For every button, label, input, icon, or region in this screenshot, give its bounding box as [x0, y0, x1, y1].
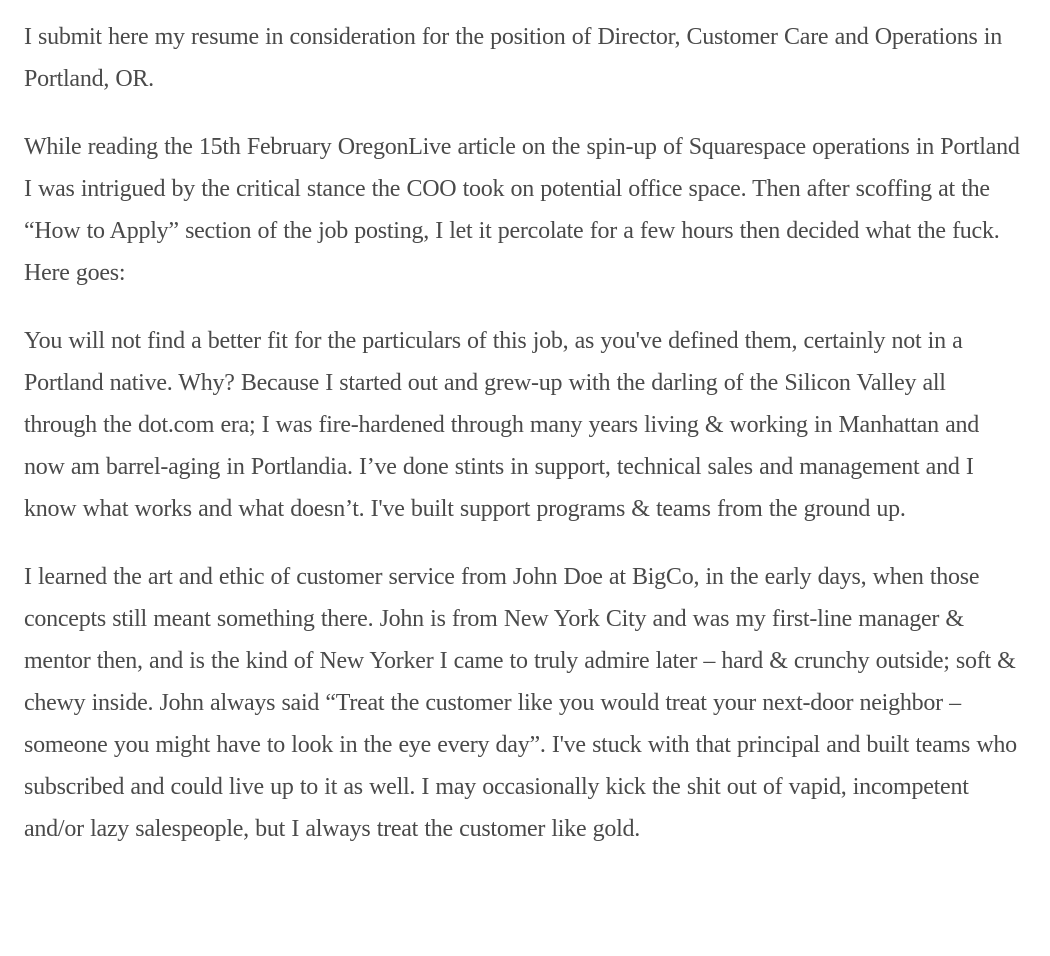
paragraph-intro: I submit here my resume in consideration for the position of Director, Customer Care and Operations in Portland, OR. [24, 24, 1002, 92]
paragraph-customer-service: I learned the art and ethic of customer service from John Doe at BigCo, in the early days, when those concepts still meant something there. John is from New York City and was my first-line manager & mentor then, and is the kind of New Yorker I came to truly admire later – hard & crunchy outside; soft & chewy inside. John always said “Treat the customer like you would treat your next-door neighbor – someone you might have to look in the eye every day”. I've stuck with that principal and built teams who subscribed and could live up to it as well. I may occasionally kick the shit out of vapid, incompetent and/or lazy salespeople, but I always treat the customer like gold. [24, 564, 1017, 842]
cover-letter-body [24, 16, 1024, 850]
paragraph-best-fit: You will not find a better fit for the particulars of this job, as you've defined them, certainly not in a Portland native. Why? Because I started out and grew-up with the darling of the Silicon Valley all through the dot.com era; I was fire-hardened through many years living & working in Manhattan and now am barrel-aging in Portlandia. I’ve done stints in support, technical sales and management and I know what works and what doesn’t. I've built support programs & teams from the ground up. [24, 328, 979, 522]
paragraph-oregonlive-article: While reading the 15th February OregonLive article on the spin-up of Squarespace operations in Portland I was intrigued by the critical stance the COO took on potential office space. Then after scoffing at the “How to Apply” section of the job posting, I let it percolate for a few hours then decided what the fuck. Here goes: [24, 134, 1020, 286]
